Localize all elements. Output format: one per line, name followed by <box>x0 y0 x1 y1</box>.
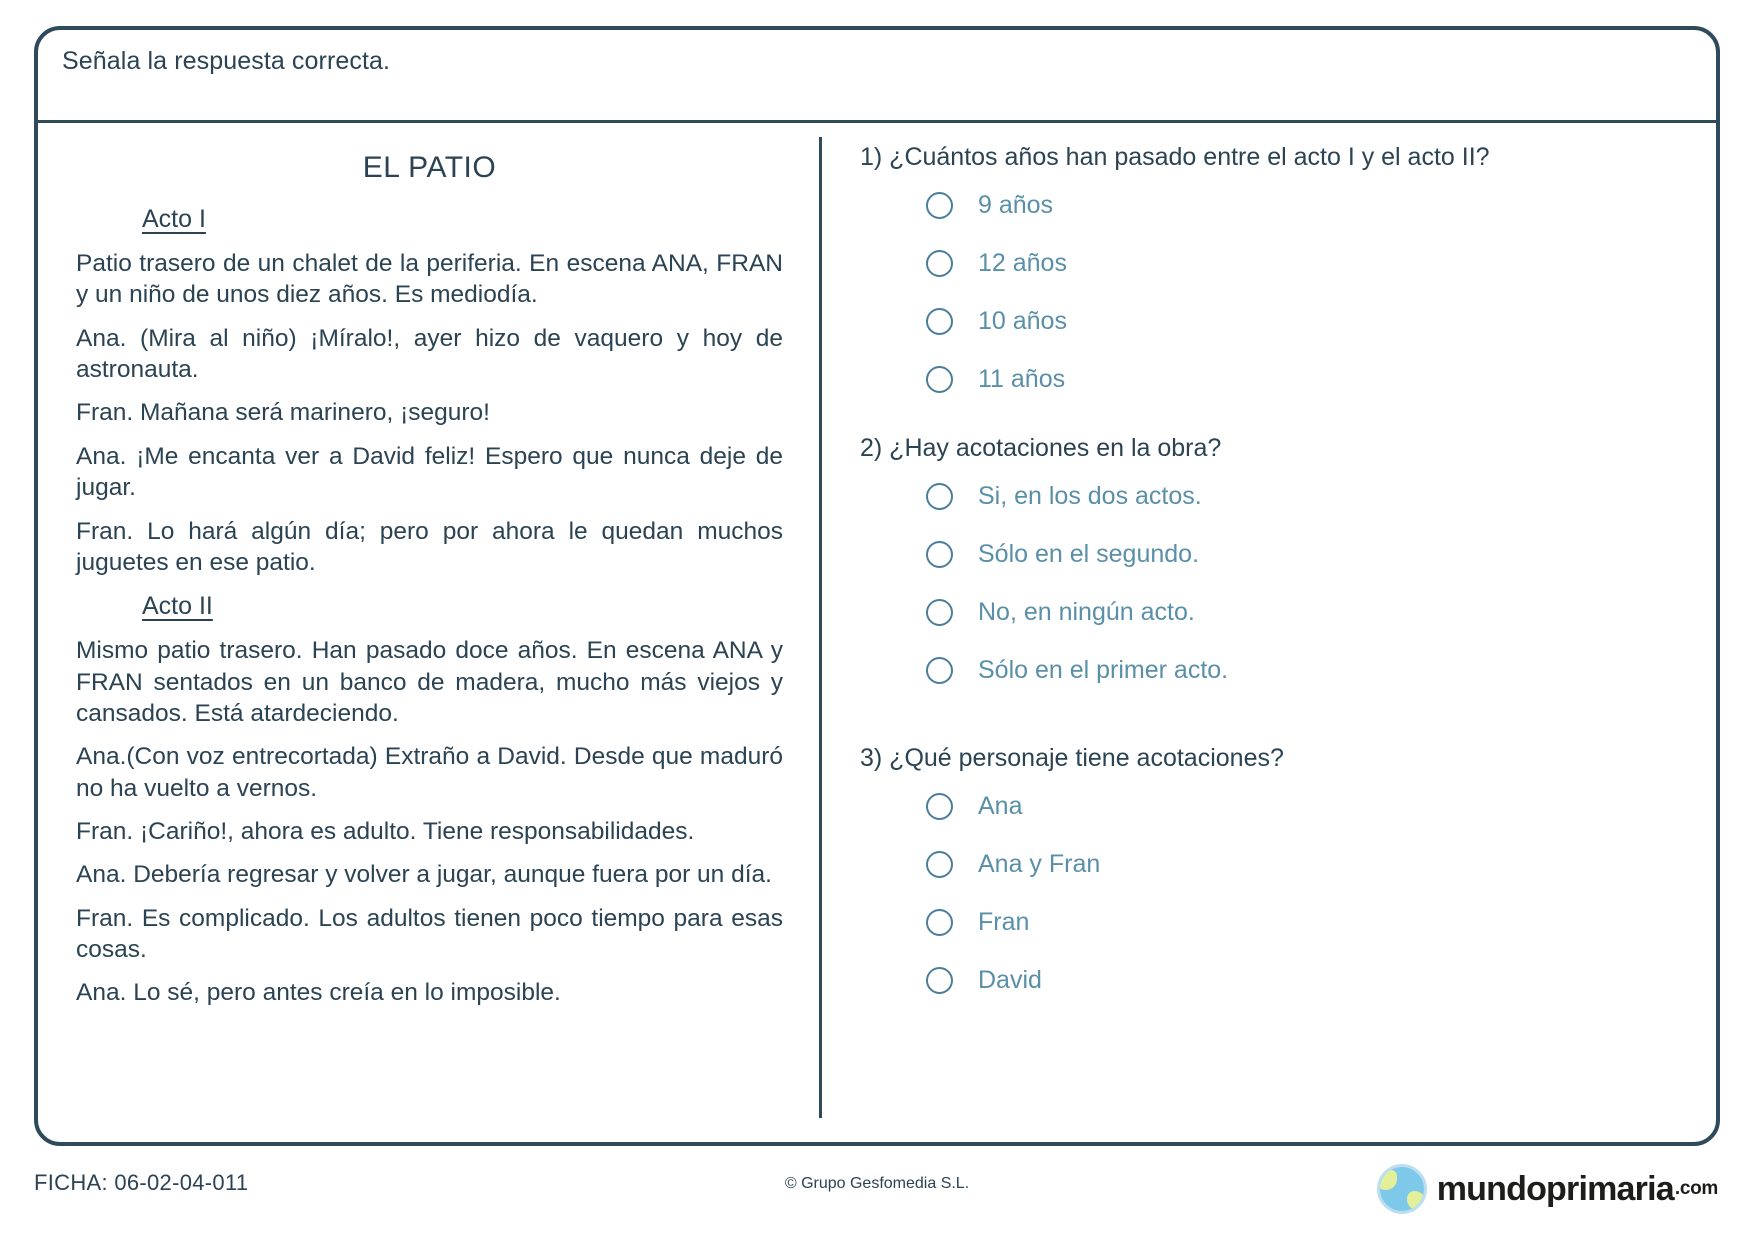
reading-column <box>38 123 819 1142</box>
option-label: No, en ningún acto. <box>978 597 1195 626</box>
option-label: 12 años <box>978 249 1067 277</box>
option-3-1[interactable] <box>860 781 1686 833</box>
story-title: EL PATIO <box>362 151 497 184</box>
copyright-text: © Grupo Gesfomedia S.L. <box>784 1175 970 1192</box>
option-3-4[interactable] <box>860 955 1686 1007</box>
radio-button-icon[interactable] <box>926 366 953 393</box>
option-2-3[interactable] <box>860 586 1686 638</box>
option-3-3[interactable] <box>860 897 1686 949</box>
instruction-text: Señala la respuesta correcta. <box>62 47 391 75</box>
radio-button-icon[interactable] <box>926 250 953 277</box>
radio-button-icon[interactable] <box>926 967 953 994</box>
option-label: Si, en los dos actos. <box>978 481 1202 510</box>
brand-name: mundoprimaria <box>1436 1169 1674 1208</box>
act-two-paragraph: Ana. Lo sé, pero antes creía en lo imposible. <box>76 979 561 1007</box>
radio-button-icon[interactable] <box>926 851 953 878</box>
question-block-2 <box>860 432 1686 697</box>
instruction-bar <box>38 30 1716 123</box>
act-one-paragraph: Ana. ¡Me encanta ver a David feliz! Espero que nunca deje de jugar. <box>76 442 783 502</box>
option-3-2[interactable] <box>860 839 1686 891</box>
act-two-heading-wrap <box>76 578 783 625</box>
questions-column <box>822 123 1716 1142</box>
question-block-1 <box>860 141 1686 406</box>
act-two-paragraph: Ana. Debería regresar y volver a jugar, aunque fuera por un día. <box>76 861 772 889</box>
radio-button-icon[interactable] <box>926 483 953 510</box>
act-two-paragraph: Mismo patio trasero. Han pasado doce años. En escena ANA y FRAN sentados en un banco de madera, mucho más viejos y cansados. Está atardeciendo. <box>76 637 783 727</box>
worksheet-content <box>38 123 1716 1142</box>
option-label: Fran <box>978 908 1030 936</box>
radio-button-icon[interactable] <box>926 793 953 820</box>
act-one-paragraph: Patio trasero de un chalet de la periferia. En escena ANA, FRAN y un niño de unos diez años. Es mediodía. <box>76 250 783 309</box>
act-one-label: Acto I <box>142 205 206 233</box>
act-one-paragraph: Ana. (Mira al niño) ¡Míralo!, ayer hizo de vaquero y hoy de astronauta. <box>76 324 783 384</box>
question-text-2: 2) ¿Hay acotaciones en la obra? <box>860 433 1222 462</box>
option-1-3[interactable] <box>860 296 1686 348</box>
radio-button-icon[interactable] <box>926 308 953 335</box>
radio-button-icon[interactable] <box>926 599 953 626</box>
option-1-2[interactable] <box>860 238 1686 290</box>
act-two-paragraph: Fran. ¡Cariño!, ahora es adulto. Tiene responsabilidades. <box>76 818 695 846</box>
option-label: Sólo en el primer acto. <box>978 655 1229 684</box>
option-label: 10 años <box>978 307 1067 335</box>
option-2-4[interactable] <box>860 644 1686 696</box>
option-label: 11 años <box>978 365 1066 393</box>
brand-suffix: .com <box>1674 1178 1718 1199</box>
question-text-3: 3) ¿Qué personaje tiene acotaciones? <box>860 744 1284 772</box>
act-one-heading-wrap <box>76 191 783 238</box>
option-1-1[interactable] <box>860 180 1686 232</box>
globe-icon <box>1377 1164 1427 1214</box>
option-label: David <box>978 966 1042 994</box>
question-text-1: 1) ¿Cuántos años han pasado entre el acto I y el acto II? <box>860 143 1490 171</box>
radio-button-icon[interactable] <box>926 192 953 219</box>
option-label: 9 años <box>978 191 1054 219</box>
act-one-paragraph: Fran. Mañana será marinero, ¡seguro! <box>76 399 490 427</box>
radio-button-icon[interactable] <box>926 909 953 936</box>
worksheet-sheet <box>34 26 1720 1146</box>
option-2-2[interactable] <box>860 528 1686 580</box>
option-label: Ana y Fran <box>978 850 1101 878</box>
act-two-paragraph: Ana.(Con voz entrecortada) Extraño a David. Desde que maduró no ha vuelto a vernos. <box>76 743 783 802</box>
radio-button-icon[interactable] <box>926 541 953 568</box>
option-label: Ana <box>978 792 1023 820</box>
option-label: Sólo en el segundo. <box>978 539 1200 568</box>
act-one-paragraph: Fran. Lo hará algún día; pero por ahora le quedan muchos juguetes en ese patio. <box>76 517 783 576</box>
option-1-4[interactable] <box>860 354 1686 406</box>
question-block-3 <box>860 742 1686 1007</box>
act-two-paragraph: Fran. Es complicado. Los adultos tienen poco tiempo para esas cosas. <box>76 904 783 964</box>
act-two-label: Acto II <box>142 592 213 621</box>
mundoprimaria-logo[interactable] <box>1377 1164 1718 1214</box>
radio-button-icon[interactable] <box>926 657 953 684</box>
page-footer <box>0 1160 1754 1240</box>
ficha-code: FICHA: 06-02-04-011 <box>34 1170 249 1195</box>
option-2-1[interactable] <box>860 470 1686 522</box>
